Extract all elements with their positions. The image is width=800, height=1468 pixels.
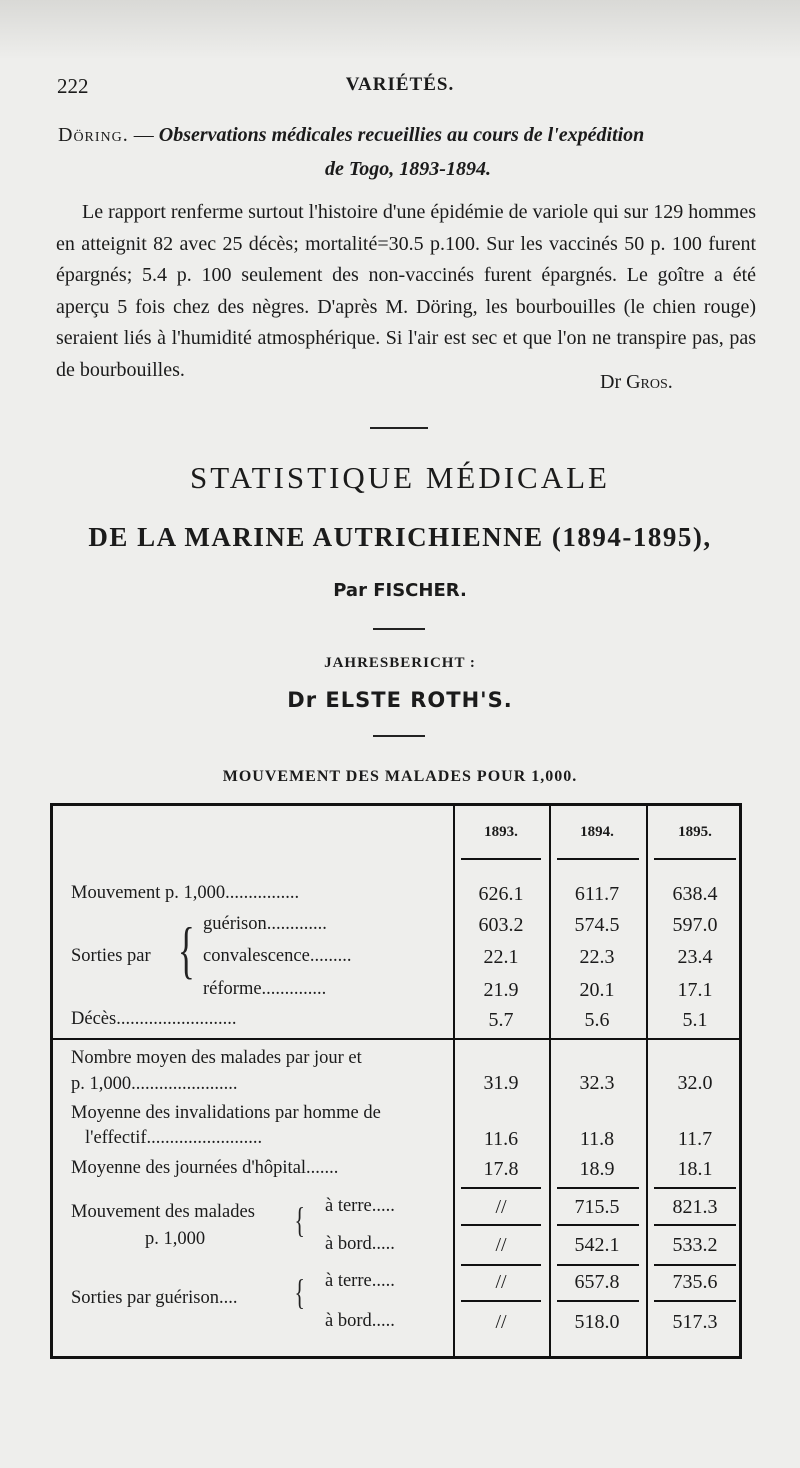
cell-journees-1895: 18.1: [677, 1158, 713, 1180]
signature-name: Gros.: [626, 371, 673, 393]
cell-journees-1893: 17.8: [483, 1158, 519, 1180]
column-divider: [646, 806, 648, 1356]
cell-invalidations-1895: 11.7: [677, 1128, 713, 1150]
report-label: JAHRESBERICHT :: [324, 655, 476, 671]
row-group-mouvement-malades: Mouvement des malades: [71, 1202, 255, 1222]
header-underline: [557, 858, 639, 860]
row-group-sorties-guerison: Sorties par guérison....: [71, 1288, 238, 1308]
row-label-journees: Moyenne des journées d'hôpital.......: [71, 1158, 339, 1178]
cell-rule: [654, 1187, 736, 1189]
row-label-convalescence: convalescence.........: [203, 946, 352, 966]
separator-rule: [373, 628, 425, 630]
statistics-table: [50, 803, 742, 1359]
article-title: [58, 118, 758, 186]
separator-rule: [370, 427, 428, 429]
row-label-mouv-terre: à terre.....: [325, 1196, 395, 1216]
row-label-guerison: guérison.............: [203, 914, 327, 934]
cell-mouv-bord-1893: //: [495, 1234, 507, 1256]
column-header-1893: 1893.: [484, 824, 518, 840]
cell-rule: [461, 1187, 541, 1189]
row-group-sorties: Sorties par: [71, 946, 151, 966]
cell-invalidations-1893: 11.6: [483, 1128, 519, 1150]
cell-rule: [654, 1224, 736, 1226]
article-body: [56, 197, 756, 386]
article-title-line1: Observations médicales recueillies au cours de l'expédition: [158, 124, 645, 146]
signature-prefix: Dr: [600, 371, 622, 393]
cell-convalescence-1893: 22.1: [483, 946, 519, 968]
cell-sort-bord-1895: 517.3: [672, 1311, 718, 1333]
row-label-sort-bord: à bord.....: [325, 1311, 395, 1331]
article-author: Döring.: [58, 124, 129, 146]
cell-mouv-terre-1893: //: [495, 1196, 507, 1218]
separator-rule: [373, 735, 425, 737]
report-author-prefix: Dr: [287, 688, 318, 712]
cell-mouv-bord-1895: 533.2: [672, 1234, 718, 1256]
cell-sort-bord-1893: //: [495, 1311, 507, 1333]
row-label-invalidations-line2: l'effectif.........................: [85, 1128, 263, 1148]
column-header-1895: 1895.: [678, 824, 712, 840]
row-label-invalidations-line1: Moyenne des invalidations par homme de: [71, 1103, 381, 1123]
cell-nombre-moyen-1893: 31.9: [483, 1072, 519, 1094]
brace-symbol: {: [294, 1200, 305, 1240]
row-label-mouvement: Mouvement p. 1,000................: [71, 883, 300, 903]
cell-guerison-1895: 597.0: [672, 914, 718, 936]
column-header-1894: 1894.: [580, 824, 614, 840]
cell-convalescence-1895: 23.4: [677, 946, 713, 968]
cell-convalescence-1894: 22.3: [579, 946, 615, 968]
cell-mouvement-1895: 638.4: [672, 883, 718, 905]
brace-symbol: {: [177, 914, 195, 985]
cell-deces-1894: 5.6: [584, 1009, 610, 1031]
cell-journees-1894: 18.9: [579, 1158, 615, 1180]
row-divider: [53, 1038, 739, 1040]
cell-nombre-moyen-1894: 32.3: [579, 1072, 615, 1094]
header-underline: [654, 858, 736, 860]
section-byline: Par FISCHER.: [333, 580, 467, 601]
cell-nombre-moyen-1895: 32.0: [677, 1072, 713, 1094]
cell-sort-terre-1893: //: [495, 1271, 507, 1293]
report-author-name: ELSTE ROTH'S.: [325, 688, 513, 712]
cell-sort-bord-1894: 518.0: [574, 1311, 620, 1333]
brace-symbol: {: [294, 1272, 305, 1312]
cell-rule: [557, 1224, 639, 1226]
page-number: 222: [57, 74, 89, 98]
cell-guerison-1893: 603.2: [478, 914, 524, 936]
row-label-nombre-moyen-line1: Nombre moyen des malades par jour et: [71, 1048, 362, 1068]
cell-rule: [654, 1300, 736, 1302]
row-label-reforme: réforme..............: [203, 979, 327, 999]
cell-rule: [557, 1264, 639, 1266]
cell-rule: [654, 1264, 736, 1266]
cell-deces-1893: 5.7: [488, 1009, 514, 1031]
cell-mouv-terre-1895: 821.3: [672, 1196, 718, 1218]
table-caption: MOUVEMENT DES MALADES POUR 1,000.: [222, 768, 578, 785]
cell-reforme-1893: 21.9: [483, 979, 519, 1001]
cell-guerison-1894: 574.5: [574, 914, 620, 936]
running-head: VARIÉTÉS.: [345, 74, 455, 95]
cell-rule: [461, 1224, 541, 1226]
article-title-line2: de Togo, 1893-1894.: [325, 158, 491, 180]
row-label-sort-terre: à terre.....: [325, 1271, 395, 1291]
row-label-mouv-bord: à bord.....: [325, 1234, 395, 1254]
page-edge-shading: [0, 0, 800, 60]
article-paragraph: Le rapport renferme surtout l'histoire d'une épidémie de variole qui sur 129 hommes en atteignit 82 avec 25 décès; mortalité=30.5 p.100. Sur les vaccinés 50 p. 100 furent épargnés; 5.4 p. 100 seulement des non-vaccinés furent épargnés. Le goître a été aperçu 5 fois chez des nègres. D'après M. Döring, les bourbouilles (le chien rouge) seraient liés à l'humidité atmosphérique. Si l'air est sec et que l'on ne transpire pas, pas de bourbouilles.: [56, 201, 756, 381]
title-dash: —: [128, 124, 159, 146]
cell-sort-terre-1894: 657.8: [574, 1271, 620, 1293]
section-title: STATISTIQUE MÉDICALE: [189, 460, 610, 495]
cell-mouv-bord-1894: 542.1: [574, 1234, 620, 1256]
cell-mouvement-1894: 611.7: [574, 883, 620, 905]
cell-rule: [557, 1187, 639, 1189]
header-underline: [461, 858, 541, 860]
row-label-nombre-moyen-line2: p. 1,000.......................: [71, 1074, 238, 1094]
cell-mouv-terre-1894: 715.5: [574, 1196, 620, 1218]
cell-rule: [461, 1264, 541, 1266]
cell-rule: [557, 1300, 639, 1302]
cell-sort-terre-1895: 735.6: [672, 1271, 718, 1293]
cell-reforme-1895: 17.1: [677, 979, 713, 1001]
cell-invalidations-1894: 11.8: [579, 1128, 615, 1150]
signature: [600, 371, 673, 394]
row-group-mouvement-malades-unit: p. 1,000: [145, 1229, 206, 1249]
cell-rule: [461, 1300, 541, 1302]
cell-deces-1895: 5.1: [682, 1009, 708, 1031]
section-subtitle: DE LA MARINE AUTRICHIENNE (1894-1895),: [88, 522, 712, 552]
cell-mouvement-1893: 626.1: [478, 883, 524, 905]
report-author: [0, 688, 800, 712]
cell-reforme-1894: 20.1: [579, 979, 615, 1001]
row-label-deces: Décès..........................: [71, 1009, 237, 1029]
